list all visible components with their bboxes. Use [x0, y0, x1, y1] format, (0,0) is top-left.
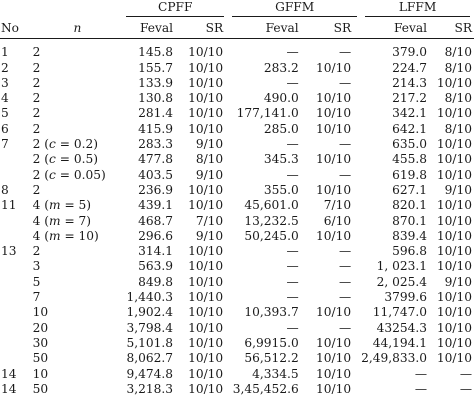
lffm-feval-cell: 596.8 — [392, 244, 428, 259]
table-row — [0, 168, 474, 183]
gffm-sr-cell: — — [338, 320, 352, 335]
gffm-feval-cell: 50,245.0 — [244, 228, 299, 243]
cpff-feval-cell: 9,474.8 — [126, 366, 173, 381]
cpff-sr-cell: 10/10 — [188, 305, 224, 320]
table-row — [0, 152, 474, 167]
gffm-feval-cell: 283.2 — [263, 60, 299, 75]
gffm-feval-header: Feval — [265, 21, 299, 36]
gffm-group-label: GFFM — [232, 0, 357, 17]
lffm-sr-cell: 10/10 — [436, 167, 472, 182]
cpff-feval-cell: 5,101.8 — [126, 335, 173, 350]
lffm-feval-cell: 635.0 — [392, 137, 428, 152]
gffm-sr-cell: 10/10 — [316, 121, 352, 136]
lffm-feval-cell: 43254.3 — [376, 320, 428, 335]
cpff-sr-cell: 10/10 — [188, 60, 224, 75]
cpff-sr-cell: 10/10 — [188, 106, 224, 121]
row-no-cell: 11 — [1, 198, 17, 213]
gffm-sr-cell: — — [338, 274, 352, 289]
cpff-sr-cell: 9/10 — [195, 137, 224, 152]
row-no-cell — [0, 351, 33, 366]
lffm-feval-cell: 379.0 — [392, 45, 428, 60]
gffm-sr-cell: — — [338, 259, 352, 274]
cpff-feval-cell: 283.3 — [138, 137, 173, 152]
table-row — [0, 382, 474, 397]
gffm-feval-cell: — — [286, 137, 299, 152]
gffm-sr-cell: 10/10 — [316, 228, 352, 243]
gffm-sr-cell: — — [338, 244, 352, 259]
lffm-feval-cell: — — [414, 366, 428, 381]
cpff-feval-cell: 133.9 — [138, 75, 173, 90]
lffm-sr-cell: 10/10 — [436, 244, 472, 259]
gffm-feval-cell: — — [286, 45, 299, 60]
gffm-sr-cell: 10/10 — [316, 335, 352, 350]
row-n-cell: 2 — [32, 106, 41, 121]
gffm-feval-cell: 355.0 — [263, 182, 299, 197]
lffm-sr-cell: — — [459, 366, 472, 381]
gffm-sr-header: SR — [333, 21, 352, 36]
cpff-feval-cell: 563.9 — [138, 259, 173, 274]
cpff-sr-cell: 10/10 — [188, 320, 224, 335]
cpff-sr-cell: 9/10 — [195, 228, 224, 243]
row-no-cell: 13 — [1, 244, 17, 259]
cpff-sr-cell: 10/10 — [188, 198, 224, 213]
lffm-sr-header: SR — [454, 21, 472, 36]
row-n-cell: 7 — [32, 290, 41, 305]
lffm-feval-cell: 839.4 — [392, 228, 428, 243]
table-row — [0, 76, 474, 91]
lffm-sr-cell: — — [459, 381, 472, 396]
gffm-feval-cell: 177,141.0 — [236, 106, 299, 121]
gffm-feval-cell: 56,512.2 — [244, 351, 299, 366]
gffm-group-header — [228, 0, 361, 19]
row-n-cell: 50 — [32, 381, 49, 396]
table-row — [0, 214, 474, 229]
cpff-feval-cell: 1,902.4 — [126, 305, 173, 320]
cpff-sr-cell: 10/10 — [188, 182, 224, 197]
lffm-feval-cell: 820.1 — [392, 198, 428, 213]
table-row — [0, 336, 474, 351]
gffm-sr-cell: — — [338, 137, 352, 152]
table-row — [0, 229, 474, 244]
cpff-sr-cell: 9/10 — [195, 167, 224, 182]
cpff-sr-cell: 10/10 — [188, 259, 224, 274]
cpff-feval-cell: 155.7 — [138, 60, 173, 75]
lffm-feval-cell: 2, 025.4 — [376, 274, 428, 289]
gffm-feval-cell: 6,9915.0 — [244, 335, 299, 350]
table-row — [0, 321, 474, 336]
table-row — [0, 305, 474, 320]
group-header-row — [0, 0, 474, 19]
lffm-sr-cell: 8/10 — [444, 60, 472, 75]
cpff-group-header — [122, 0, 228, 19]
row-no-cell: 6 — [1, 121, 9, 136]
row-no-cell: 5 — [1, 106, 9, 121]
row-n-cell: 2 — [32, 60, 41, 75]
lffm-sr-cell: 10/10 — [436, 259, 472, 274]
row-no-cell — [0, 168, 33, 183]
lffm-feval-cell: 224.7 — [392, 60, 428, 75]
lffm-sr-cell: 10/10 — [436, 213, 472, 228]
gffm-feval-cell: — — [286, 167, 299, 182]
row-n-cell: 5 — [32, 274, 41, 289]
row-no-cell: 14 — [1, 366, 17, 381]
cpff-feval-cell: 296.6 — [138, 228, 173, 243]
gffm-feval-cell: 4,334.5 — [252, 366, 299, 381]
lffm-sr-cell: 10/10 — [436, 137, 472, 152]
lffm-feval-cell: 11,747.0 — [372, 305, 428, 320]
cpff-sr-cell: 10/10 — [188, 244, 224, 259]
lffm-feval-cell: 1, 023.1 — [376, 259, 428, 274]
table-row — [0, 367, 474, 382]
cpff-feval-cell: 145.8 — [138, 45, 173, 60]
row-no-cell: 2 — [1, 60, 9, 75]
lffm-sr-cell: 8/10 — [444, 45, 472, 60]
row-no-cell: 1 — [1, 45, 9, 60]
cpff-feval-cell: 468.7 — [138, 213, 173, 228]
gffm-sr-cell: — — [338, 45, 352, 60]
cpff-feval-cell: 236.9 — [138, 182, 173, 197]
lffm-sr-cell: 9/10 — [444, 182, 472, 197]
row-no-cell: 7 — [1, 137, 9, 152]
cpff-sr-cell: 10/10 — [188, 121, 224, 136]
cpff-feval-cell: 849.8 — [138, 274, 173, 289]
table-row — [0, 39, 474, 61]
lffm-sr-cell: 10/10 — [436, 106, 472, 121]
cpff-sr-cell: 10/10 — [188, 351, 224, 366]
row-n-cell: 2 — [32, 75, 41, 90]
table-row — [0, 351, 474, 366]
param-symbol: m — [49, 198, 61, 213]
row-no-cell — [0, 305, 33, 320]
lffm-feval-cell: 3799.6 — [384, 290, 428, 305]
row-n-cell: 4 (m = 7) — [32, 213, 92, 228]
no-column-header: No — [1, 21, 20, 36]
param-symbol: c — [49, 167, 56, 182]
param-symbol: m — [49, 213, 61, 228]
n-group-spacer — [33, 0, 123, 19]
lffm-feval-cell: 619.8 — [392, 167, 428, 182]
cpff-sr-header: SR — [205, 21, 224, 36]
cpff-sr-cell: 10/10 — [188, 91, 224, 106]
lffm-sr-cell: 9/10 — [444, 274, 472, 289]
gffm-sr-cell: 10/10 — [316, 91, 352, 106]
cpff-sr-cell: 10/10 — [188, 290, 224, 305]
gffm-feval-cell: — — [286, 274, 299, 289]
row-n-cell: 3 — [32, 259, 41, 274]
row-n-cell: 10 — [32, 366, 49, 381]
gffm-feval-cell: — — [286, 320, 299, 335]
param-symbol: m — [49, 228, 61, 243]
table-row — [0, 61, 474, 76]
cpff-feval-cell: 477.8 — [138, 152, 173, 167]
lffm-sr-cell: 10/10 — [436, 305, 472, 320]
lffm-feval-cell: 342.1 — [392, 106, 428, 121]
row-n-cell: 2 — [32, 91, 41, 106]
table-row — [0, 91, 474, 106]
lffm-feval-cell: 44,194.1 — [372, 335, 428, 350]
table-row — [0, 275, 474, 290]
gffm-feval-cell: 490.0 — [263, 91, 299, 106]
gffm-feval-cell: 10,393.7 — [244, 305, 299, 320]
row-n-cell: 50 — [32, 351, 49, 366]
gffm-feval-cell: — — [286, 75, 299, 90]
cpff-feval-cell: 8,062.7 — [126, 351, 173, 366]
row-n-cell: 2 (c = 0.05) — [32, 167, 106, 182]
cpff-feval-cell: 3,798.4 — [126, 320, 173, 335]
gffm-feval-cell: — — [286, 259, 299, 274]
row-n-cell: 10 — [32, 305, 49, 320]
gffm-sr-cell: 7/10 — [323, 198, 352, 213]
row-n-cell: 4 (m = 5) — [32, 198, 92, 213]
cpff-group-label: CPFF — [126, 0, 224, 17]
row-no-cell — [0, 229, 33, 244]
gffm-feval-cell: 345.3 — [263, 152, 299, 167]
cpff-feval-cell: 281.4 — [138, 106, 173, 121]
cpff-sr-cell: 7/10 — [195, 213, 224, 228]
lffm-sr-cell: 10/10 — [436, 320, 472, 335]
table-row — [0, 137, 474, 152]
lffm-sr-cell: 10/10 — [436, 290, 472, 305]
gffm-sr-cell: 10/10 — [316, 366, 352, 381]
table-row — [0, 183, 474, 198]
lffm-sr-cell: 10/10 — [436, 75, 472, 90]
lffm-sr-cell: 8/10 — [444, 91, 472, 106]
lffm-feval-cell: 627.1 — [392, 182, 428, 197]
gffm-feval-cell: — — [286, 290, 299, 305]
row-n-cell: 30 — [32, 335, 49, 350]
cpff-feval-cell: 403.5 — [138, 167, 173, 182]
lffm-feval-cell: 214.3 — [392, 75, 428, 90]
row-no-cell — [0, 290, 33, 305]
row-n-cell: 2 — [32, 182, 41, 197]
param-symbol: c — [49, 137, 56, 152]
lffm-feval-cell: 642.1 — [392, 121, 428, 136]
row-n-cell: 4 (m = 10) — [32, 228, 99, 243]
cpff-sr-cell: 8/10 — [195, 152, 224, 167]
lffm-group-header — [361, 0, 474, 19]
cpff-feval-cell: 3,218.3 — [126, 381, 173, 396]
lffm-sr-cell: 10/10 — [436, 228, 472, 243]
lffm-sr-cell: 10/10 — [436, 198, 472, 213]
lffm-feval-cell: — — [414, 381, 428, 396]
table-row — [0, 290, 474, 305]
cpff-sr-cell: 10/10 — [188, 366, 224, 381]
row-n-cell: 2 — [32, 121, 41, 136]
row-n-cell: 2 — [32, 244, 41, 259]
gffm-sr-cell: 10/10 — [316, 60, 352, 75]
cpff-feval-cell: 130.8 — [138, 91, 173, 106]
gffm-sr-cell: — — [338, 75, 352, 90]
n-column-header: n — [73, 21, 82, 36]
lffm-feval-cell: 455.8 — [392, 152, 428, 167]
no-group-spacer — [0, 0, 33, 19]
cpff-sr-cell: 10/10 — [188, 45, 224, 60]
row-no-cell: 14 — [1, 381, 17, 396]
gffm-feval-cell: 3,45,452.6 — [232, 381, 299, 396]
column-header-row — [0, 19, 474, 39]
cpff-feval-cell: 439.1 — [138, 198, 173, 213]
table-row — [0, 259, 474, 274]
row-n-cell: 2 (c = 0.2) — [32, 137, 98, 152]
lffm-feval-cell: 2,49,833.0 — [361, 351, 428, 366]
cpff-sr-cell: 10/10 — [188, 381, 224, 396]
table-row — [0, 106, 474, 121]
gffm-feval-cell: 285.0 — [263, 121, 299, 136]
gffm-sr-cell: — — [338, 167, 352, 182]
table-row — [0, 244, 474, 259]
gffm-sr-cell: 10/10 — [316, 106, 352, 121]
cpff-feval-cell: 415.9 — [138, 121, 173, 136]
row-no-cell — [0, 259, 33, 274]
lffm-feval-header: Feval — [394, 21, 428, 36]
row-no-cell: 8 — [1, 182, 9, 197]
row-no-cell — [0, 336, 33, 351]
lffm-sr-cell: 10/10 — [436, 335, 472, 350]
lffm-group-label: LFFM — [365, 0, 470, 17]
lffm-feval-cell: 217.2 — [392, 91, 428, 106]
row-no-cell — [0, 275, 33, 290]
row-n-cell: 20 — [32, 320, 49, 335]
row-n-cell: 2 — [32, 45, 41, 60]
lffm-sr-cell: 10/10 — [436, 351, 472, 366]
cpff-feval-cell: 1,440.3 — [126, 290, 173, 305]
cpff-sr-cell: 10/10 — [188, 335, 224, 350]
row-no-cell: 3 — [1, 75, 9, 90]
cpff-feval-cell: 314.1 — [138, 244, 173, 259]
gffm-sr-cell: 6/10 — [323, 213, 352, 228]
gffm-feval-cell: — — [286, 244, 299, 259]
gffm-sr-cell: 10/10 — [316, 182, 352, 197]
gffm-sr-cell: 10/10 — [316, 381, 352, 396]
gffm-feval-cell: 13,232.5 — [244, 213, 299, 228]
table-body — [0, 39, 474, 397]
cpff-sr-cell: 10/10 — [188, 274, 224, 289]
table-row — [0, 122, 474, 137]
row-n-cell: 2 (c = 0.5) — [32, 152, 98, 167]
gffm-sr-cell: 10/10 — [316, 351, 352, 366]
lffm-sr-cell: 8/10 — [444, 121, 472, 136]
row-no-cell: 4 — [1, 91, 9, 106]
gffm-sr-cell: — — [338, 290, 352, 305]
table-row — [0, 198, 474, 213]
lffm-feval-cell: 870.1 — [392, 213, 428, 228]
cpff-sr-cell: 10/10 — [188, 75, 224, 90]
param-symbol: c — [49, 152, 56, 167]
gffm-feval-cell: 45,601.0 — [244, 198, 299, 213]
lffm-sr-cell: 10/10 — [436, 152, 472, 167]
cpff-feval-header: Feval — [139, 21, 173, 36]
row-no-cell — [0, 152, 33, 167]
gffm-sr-cell: 10/10 — [316, 152, 352, 167]
row-no-cell — [0, 321, 33, 336]
gffm-sr-cell: 10/10 — [316, 305, 352, 320]
row-no-cell — [0, 214, 33, 229]
